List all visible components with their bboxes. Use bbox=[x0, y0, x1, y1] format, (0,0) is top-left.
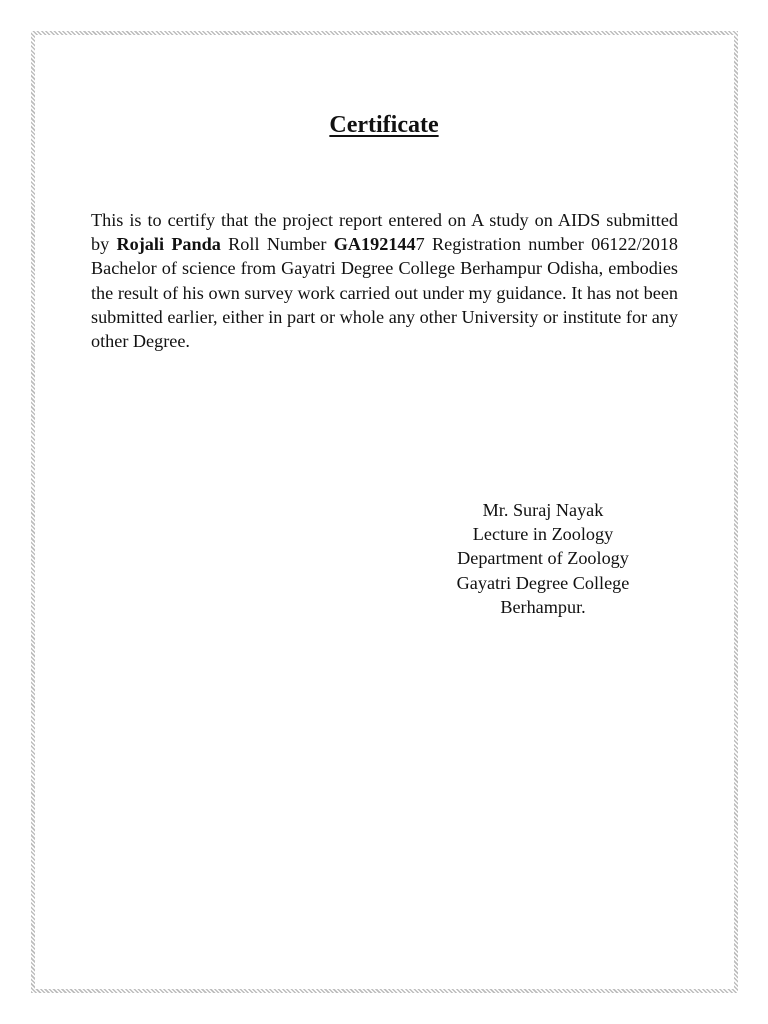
student-name: Rojali Panda bbox=[116, 234, 221, 255]
roll-number: GA192144 bbox=[333, 234, 416, 255]
signatory-name: Mr. Suraj Nayak bbox=[482, 500, 604, 520]
body-text-part2: Roll Number bbox=[220, 234, 334, 255]
body-text-part3: Registration number 06122/2018 Bachelor of science from Gayatri Degree College Berhampur Odisha, embodies the result of his own survey work carried out under my guidance. It has not been submitted earlier, either in part or whole any other University or institute for any other Degree. bbox=[91, 234, 679, 352]
signature-block bbox=[430, 498, 656, 619]
roll-number-suffix: 7 bbox=[415, 234, 425, 255]
signatory-designation: Lecture in Zoology bbox=[472, 524, 614, 545]
certificate-body bbox=[91, 208, 678, 353]
signatory-city: Berhampur. bbox=[500, 596, 586, 617]
signatory-department: Department of Zoology bbox=[457, 548, 629, 569]
body-text-part1: This is to certify that the project report entered on A study on AIDS submitted by bbox=[91, 210, 678, 255]
certificate-title: Certificate bbox=[329, 112, 439, 138]
signatory-college: Gayatri Degree College bbox=[456, 572, 630, 593]
